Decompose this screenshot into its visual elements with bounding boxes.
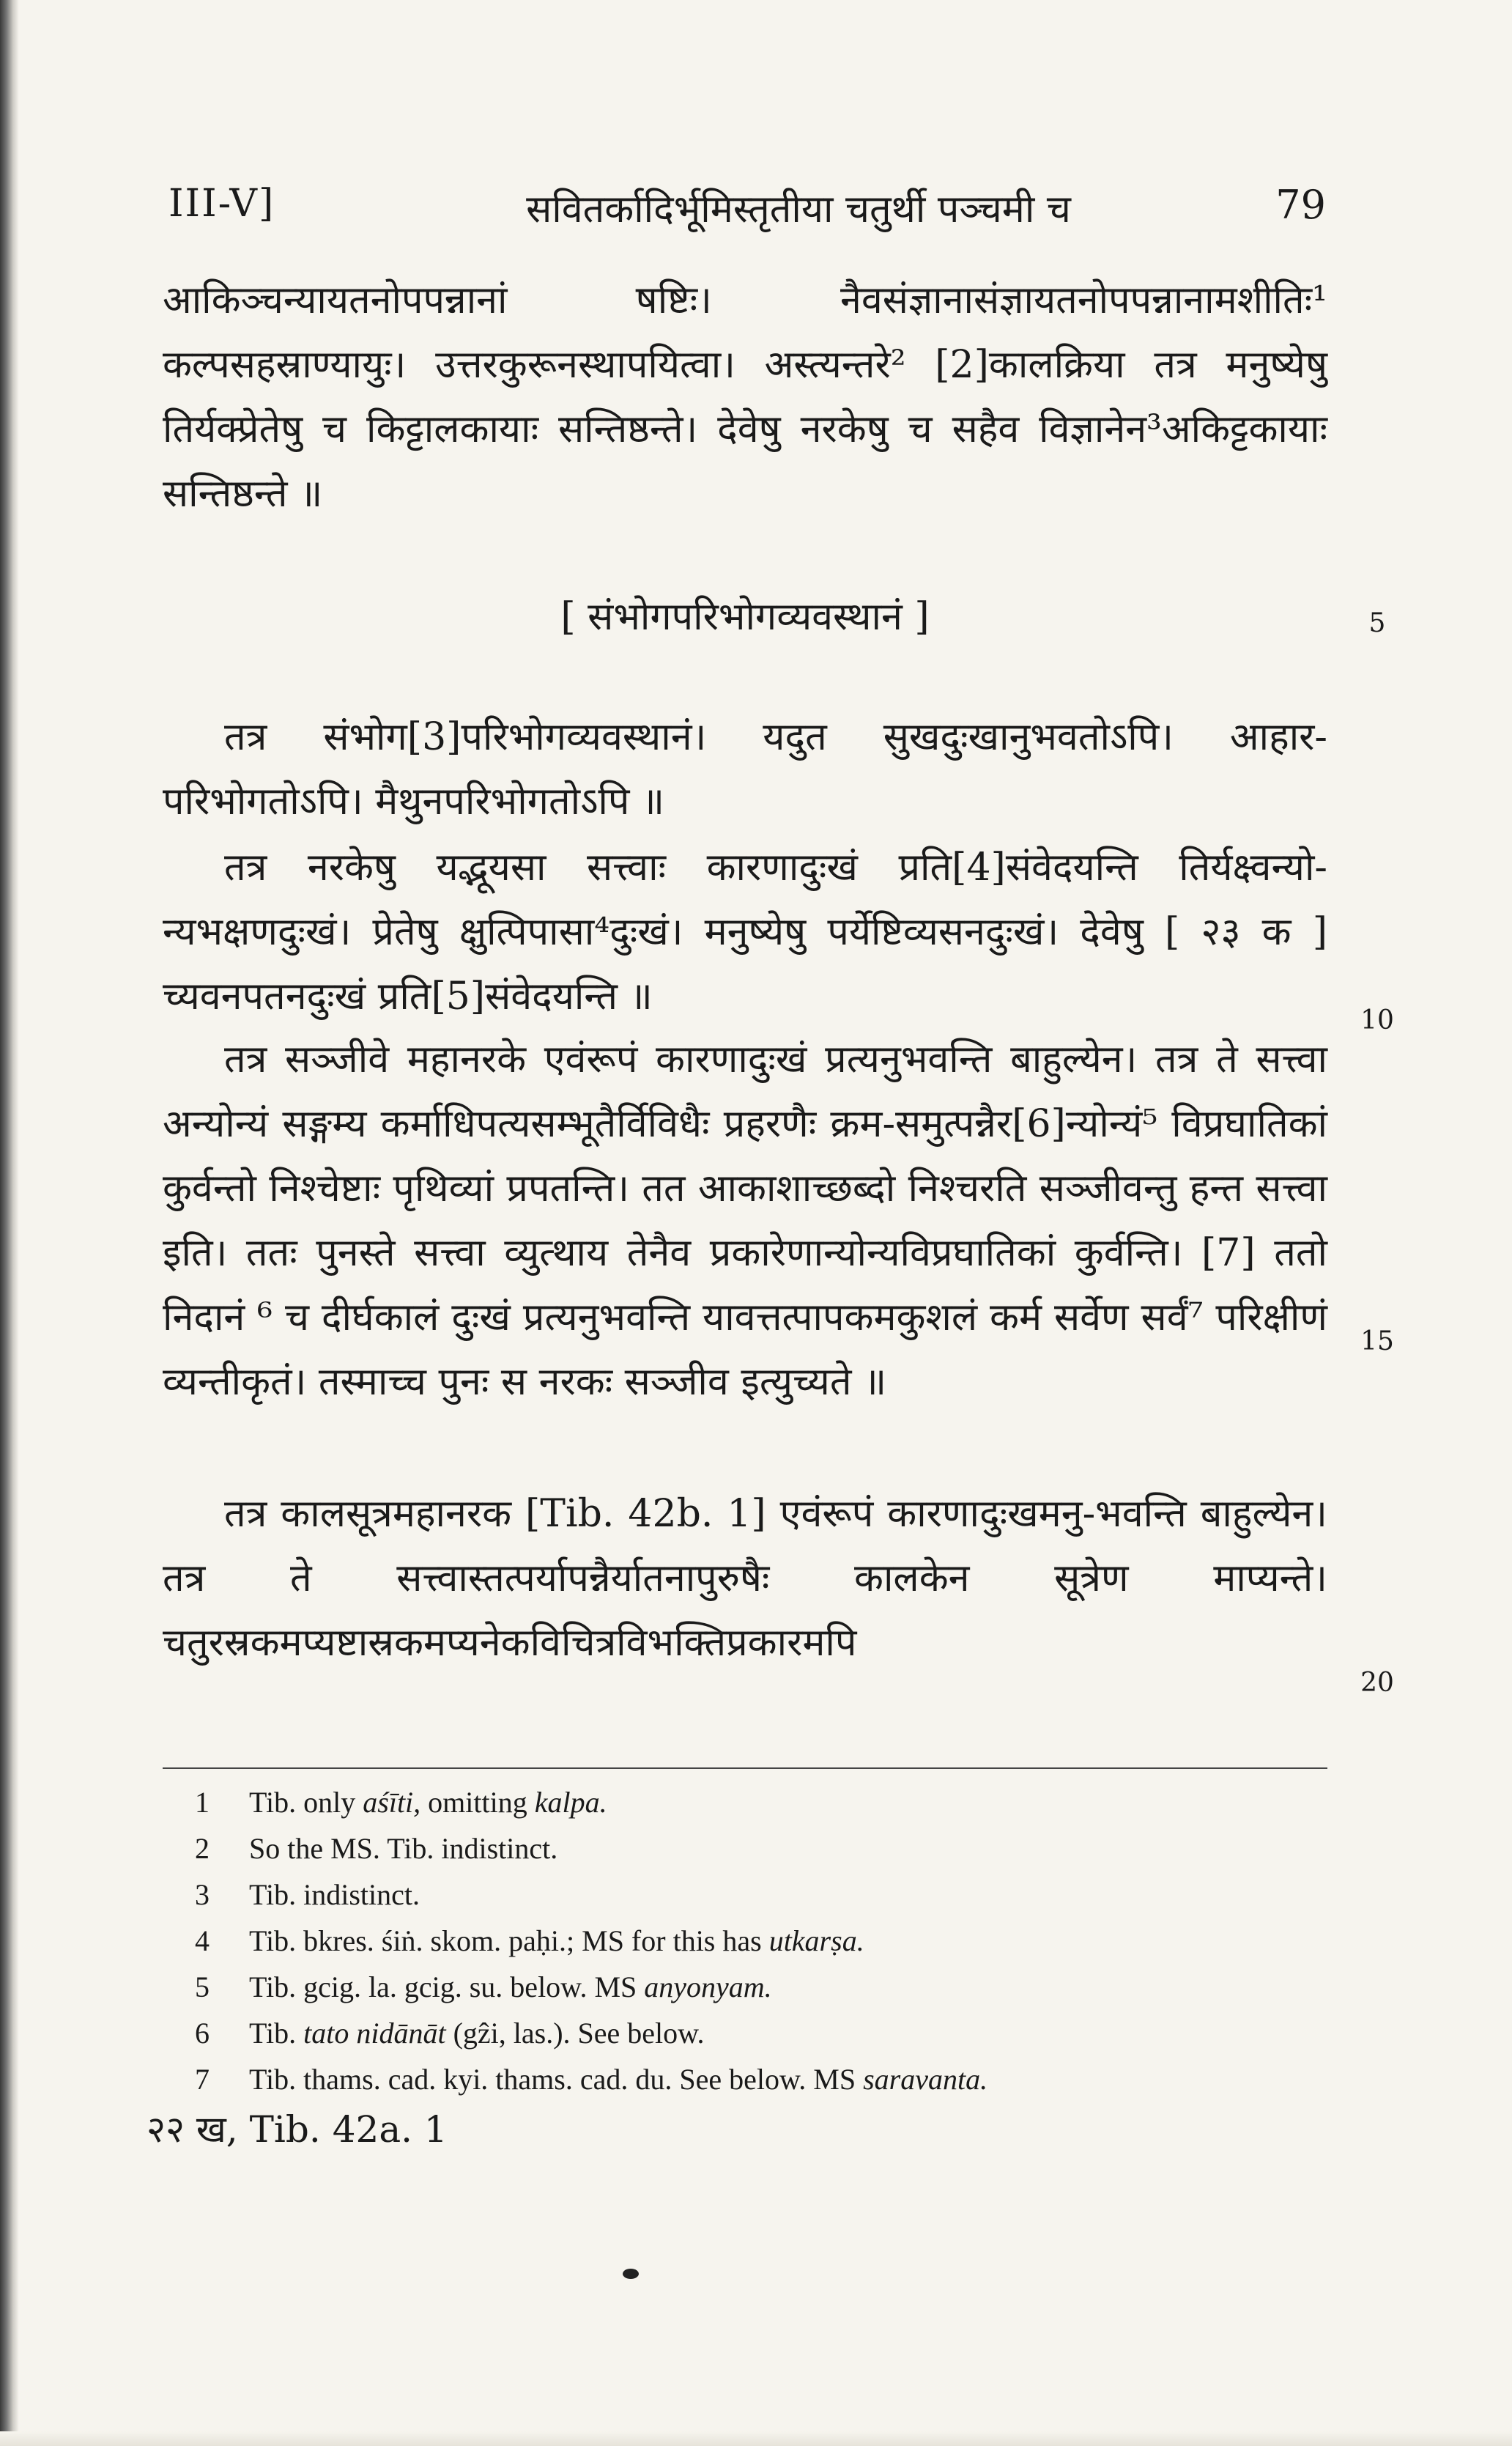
page-number: 79	[1275, 182, 1326, 228]
section-range: III-V]	[168, 182, 275, 226]
paragraph-1: आकिञ्चन्यायतनोपपन्नानां षष्टिः। नैवसंज्ञानासंज्ञायतनोपपन्नानामशीतिः¹ कल्पसहस्राण्यायुः। उत्तरकुरूनस्थापयित्वा। अस्त्यन्तरे² [2]कालक्रिया तत्र मनुष्येषु तिर्यक्प्रेतेषु च किट्टालकायाः सन्तिष्ठन्ते। देवेषु नरकेषु च सहैव विज्ञानेन³अकिट्टकायाः सन्तिष्ठन्ते ॥	[163, 278, 1327, 516]
section-heading: [ संभोगपरिभोगव्यवस्थानं ]	[560, 595, 930, 639]
page-bottom-edge	[0, 2431, 1512, 2446]
paragraph-5: तत्र कालसूत्रमहानरक [Tib. 42b. 1] एवंरूपं कारणादुःखमनु-भवन्ति बाहुल्येन। तत्र ते सत्त्वास्तत्पर्यापन्नैर्यातनापुरुषैः कालकेन सूत्रेण माप्यन्ते। चतुरस्रकमप्यष्टास्रकमप्यनेकविचित्रविभक्तिप्रकारमपि	[163, 1492, 1327, 1665]
line-number: 20	[1360, 1668, 1394, 1698]
footnote: 6 Tib. tato nidānāt (gẑi, las.). See below.	[195, 2017, 705, 2050]
footnotes	[195, 1779, 1323, 2102]
paragraph-4: तत्र सञ्जीवे महानरके एवंरूपं कारणादुःखं प्रत्यनुभवन्ति बाहुल्येन। तत्र ते सत्त्वा अन्योन्यं सङ्गम्य कर्माधिपत्यसम्भूतैर्विविधैः प्रहरणैः क्रम-समुत्पन्नैर[6]न्योन्यं⁵ विप्रघातिकां कुर्वन्तो निश्चेष्टाः पृथिव्यां प्रपतन्ति। तत आकाशाच्छब्दो निश्चरति सञ्जीवन्तु हन्त सत्त्वा इति। ततः पुनस्ते सत्त्वा व्युत्थाय तेनैव प्रकारेणान्योन्यविप्रघातिकां कुर्वन्ति। [7] ततो निदानं ⁶ च दीर्घकालं दुःखं प्रत्यनुभवन्ति यावत्तत्पापकमकुशलं कर्म सर्वेण सर्वं⁷ परिक्षीणं व्यन्तीकृतं। तस्माच्च पुनः स नरकः सञ्जीव इत्युच्यते ॥	[163, 1038, 1327, 1404]
line-number: 5	[1368, 608, 1386, 638]
book-binding-edge	[0, 0, 19, 2446]
line-number: 10	[1360, 1005, 1394, 1035]
footnote: 2 So the MS. Tib. indistinct.	[195, 1832, 558, 1865]
footnote: 1 Tib. only aśīti, omitting kalpa.	[195, 1786, 607, 1819]
folio-reference: २२ ख, Tib. 42a. 1	[147, 2108, 448, 2151]
footnote: 7 Tib. thams. cad. kyi. thams. cad. du. See below. MS saravanta.	[195, 2063, 988, 2096]
running-header	[168, 174, 1326, 240]
footnote: 3 Tib. indistinct.	[195, 1878, 420, 1911]
line-number: 15	[1360, 1326, 1394, 1356]
paragraph-2: तत्र संभोग[3]परिभोगव्यवस्थानं। यदुत सुखदुःखानुभवतोऽपि। आहार-परिभोगतोऽपि। मैथुनपरिभोगतोऽपि ॥	[163, 715, 1327, 824]
running-title: सवितर्कादिर्भूमिस्तृतीया चतुर्थी पञ्चमी च	[526, 188, 1071, 232]
footnote: 5 Tib. gcig. la. gcig. su. below. MS anyonyam.	[195, 1970, 772, 2003]
footnote: 4 Tib. bkres. śiṅ. skom. paḥi.; MS for this has utkarṣa.	[195, 1924, 864, 1957]
ink-dot	[623, 2269, 639, 2279]
paragraph-3: तत्र नरकेषु यद्भूयसा सत्त्वाः कारणादुःखं प्रति[4]संवेदयन्ति तिर्यक्ष्वन्यो-न्यभक्षणदुःखं। प्रेतेषु क्षुत्पिपासा⁴दुःखं। मनुष्येषु पर्येष्टिव्यसनदुःखं। देवेषु [ २३ क ] च्यवनपतनदुःखं प्रति[5]संवेदयन्ति ॥	[163, 846, 1327, 1019]
footnote-rule	[163, 1767, 1327, 1769]
